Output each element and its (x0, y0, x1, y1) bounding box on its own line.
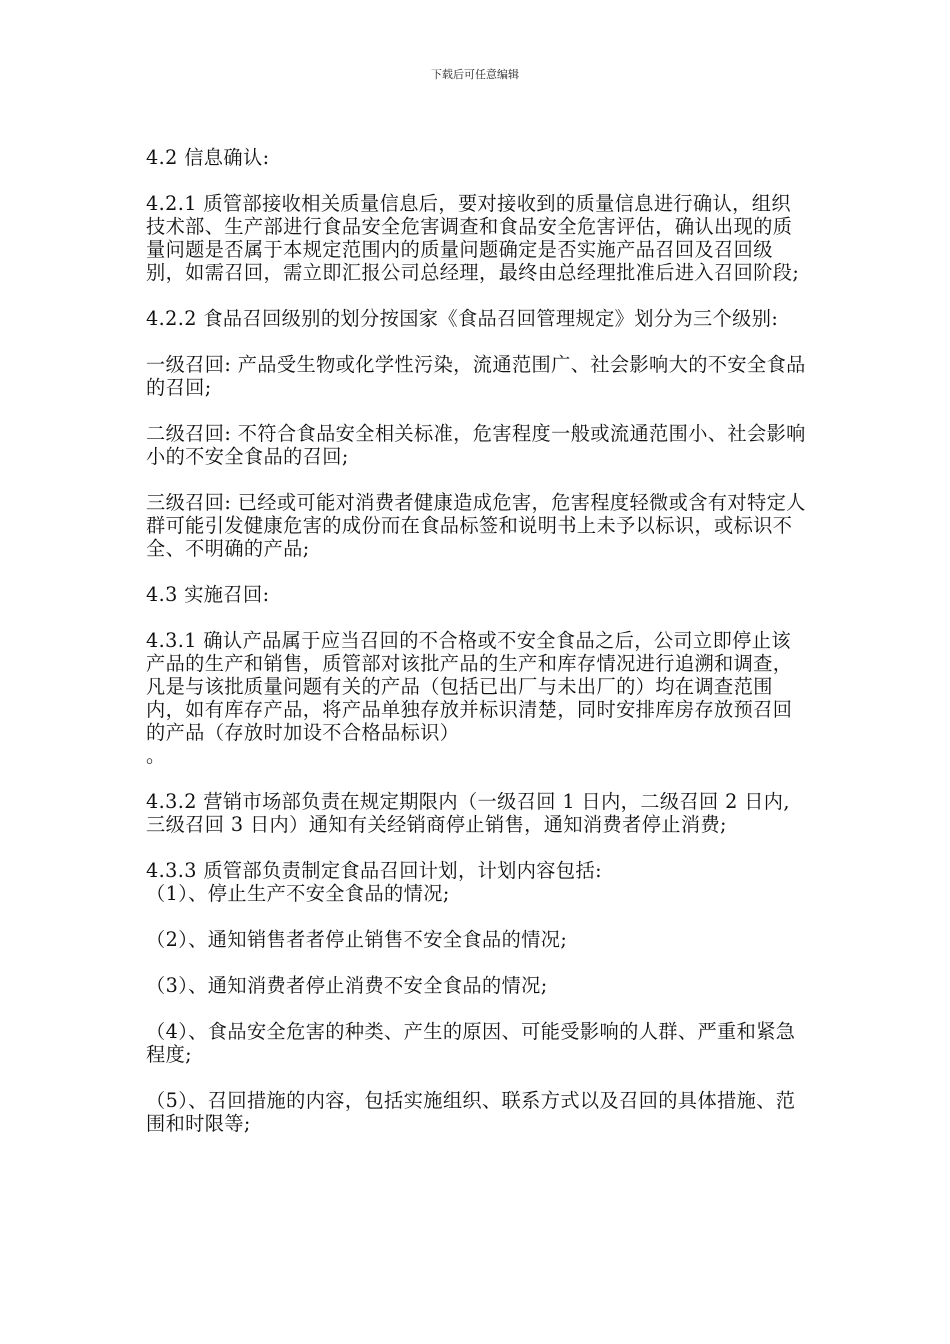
list-item-2: （2）、通知销售者者停止销售不安全食品的情况; (146, 928, 568, 951)
paragraph-4-3-2: 4.3.2 营销市场部负责在规定期限内（一级召回 1 日内，二级召回 2 日内, 三级召回 3 日内）通知有关经销商停止销售，通知消费者停止消费; (146, 790, 790, 836)
paragraph-4-2-1: 4.2.1 质管部接收相关质量信息后，要对接收到的质量信息进行确认，组织技术部、生产部进行食品安全危害调查和食品安全危害评估，确认出现的质量问题是否属于本规定范围内的质量问题确定是否实施产品召回及召回级别，如需召回，需立即汇报公司总经理，最终由总经理批准后进入召回阶段; (146, 192, 800, 284)
list-item-5: （5）、召回措施的内容，包括实施组织、联系方式以及召回的具体措施、范围和时限等; (146, 1089, 796, 1135)
paragraph-4-3-1: 4.3.1 确认产品属于应当召回的不合格或不安全食品之后，公司立即停止该产品的生产和销售，质管部对该批产品的生产和库存情况进行追溯和调查，凡是与该批质量问题有关的产品（包括已出厂与未出厂的）均在调查范围内，如有库存产品，将产品单独存放并标识清楚，同时安排库房存放预召回的产品（存放时加设不合格品标识） 。 (146, 629, 793, 767)
paragraph-level-3-recall: 三级召回: 已经或可能对消费者健康造成危害，危害程度轻微或含有对特定人群可能引发健康危害的成份而在食品标签和说明书上未予以标识，或标识不全、不明确的产品; (146, 491, 806, 560)
paragraph-4-2-2: 4.2.2 食品召回级别的划分按国家《食品召回管理规定》划分为三个级别: (146, 307, 779, 330)
list-item-4: （4）、食品安全危害的种类、产生的原因、可能受影响的人群、严重和紧急程度; (146, 1020, 796, 1066)
heading-4-2: 4.2 信息确认: (146, 146, 270, 169)
list-item-3: （3）、通知消费者停止消费不安全食品的情况; (146, 974, 548, 997)
paragraph-level-2-recall: 二级召回: 不符合食品安全相关标准，危害程度一般或流通范围小、社会影响小的不安全食品的召回; (146, 422, 806, 468)
paragraph-4-3-3: 4.3.3 质管部负责制定食品召回计划，计划内容包括: （1）、停止生产不安全食品的情况; (146, 859, 602, 905)
heading-4-3: 4.3 实施召回: (146, 583, 270, 606)
page-header: 下载后可任意编辑 (431, 68, 519, 81)
document-body (146, 146, 808, 1158)
paragraph-level-1-recall: 一级召回: 产品受生物或化学性污染，流通范围广、社会影响大的不安全食品的召回; (146, 353, 806, 399)
